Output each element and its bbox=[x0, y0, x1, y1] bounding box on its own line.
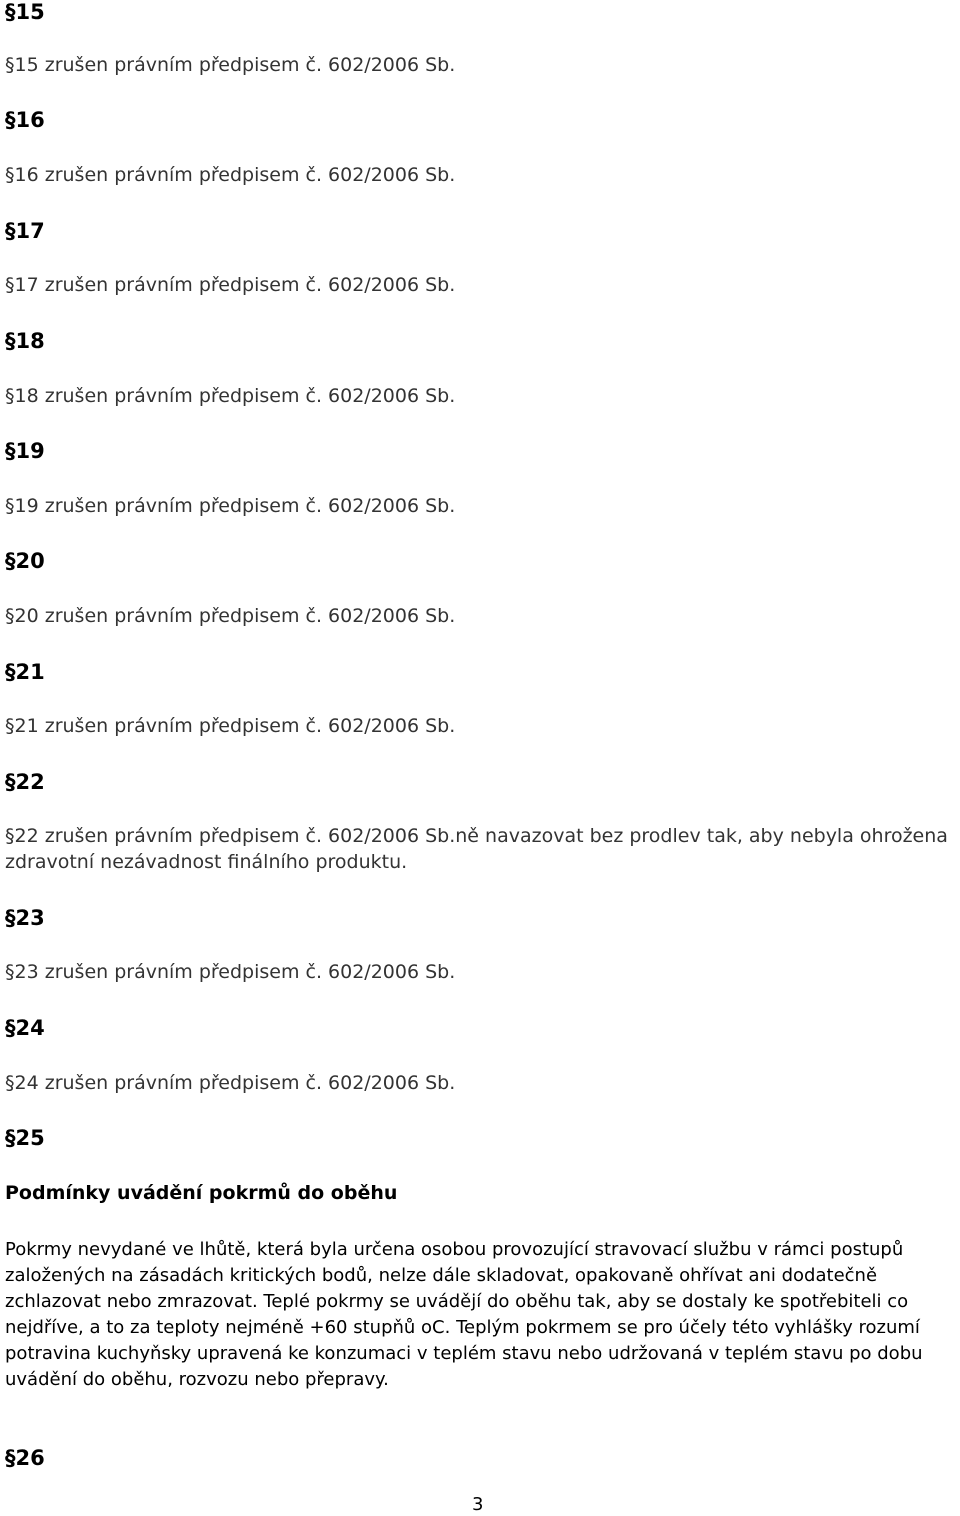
section-text-15: §15 zrušen právním předpisem č. 602/2006 Sb. bbox=[5, 54, 456, 76]
section-heading-22: §22 bbox=[5, 770, 45, 794]
section-heading-17: §17 bbox=[5, 219, 45, 243]
section-heading-19: §19 bbox=[5, 439, 45, 463]
section-text-23: §23 zrušen právním předpisem č. 602/2006 Sb. bbox=[5, 961, 456, 983]
section-subtitle-25: Podmínky uvádění pokrmů do oběhu bbox=[5, 1182, 398, 1204]
section-heading-24: §24 bbox=[5, 1016, 45, 1040]
page-number: 3 bbox=[472, 1494, 484, 1515]
section-text-20: §20 zrušen právním předpisem č. 602/2006 Sb. bbox=[5, 605, 456, 627]
section-text-22: §22 zrušen právním předpisem č. 602/2006 Sb.ně navazovat bez prodlev tak, aby nebyla ohrožena zdravotní nezávadnost finálního produktu. bbox=[5, 825, 948, 873]
section-heading-26: §26 bbox=[5, 1446, 45, 1470]
section-body-25: Pokrmy nevydané ve lhůtě, která byla určena osobou provozující stravovací službu v rámci postupů založených na zásadách kritických bodů, nelze dále skladovat, opakovaně ohřívat ani dodatečně zchlazovat nebo zmrazovat. Teplé pokrmy se uvádějí do oběhu tak, aby se dostaly ke spotřebiteli co nejdříve, a to za teploty nejméně +60 stupňů oC. Teplým pokrmem se pro účely této vyhlášky rozumí potravina kuchyňsky upravená ke konzumaci v teplém stavu nebo udržovaná v teplém stavu po dobu uvádění do oběhu, rozvozu nebo přepravy. bbox=[5, 1239, 923, 1390]
section-heading-18: §18 bbox=[5, 329, 45, 353]
section-text-18: §18 zrušen právním předpisem č. 602/2006 Sb. bbox=[5, 385, 456, 407]
section-text-24: §24 zrušen právním předpisem č. 602/2006 Sb. bbox=[5, 1072, 456, 1094]
section-heading-20: §20 bbox=[5, 549, 45, 573]
section-heading-21: §21 bbox=[5, 660, 45, 684]
section-heading-23: §23 bbox=[5, 906, 45, 930]
section-text-21: §21 zrušen právním předpisem č. 602/2006 Sb. bbox=[5, 715, 456, 737]
section-text-17: §17 zrušen právním předpisem č. 602/2006 Sb. bbox=[5, 274, 456, 296]
section-heading-15: §15 bbox=[5, 0, 45, 24]
section-text-19: §19 zrušen právním předpisem č. 602/2006 Sb. bbox=[5, 495, 456, 517]
section-text-16: §16 zrušen právním předpisem č. 602/2006 Sb. bbox=[5, 164, 456, 186]
section-heading-25: §25 bbox=[5, 1126, 45, 1150]
section-heading-16: §16 bbox=[5, 108, 45, 132]
